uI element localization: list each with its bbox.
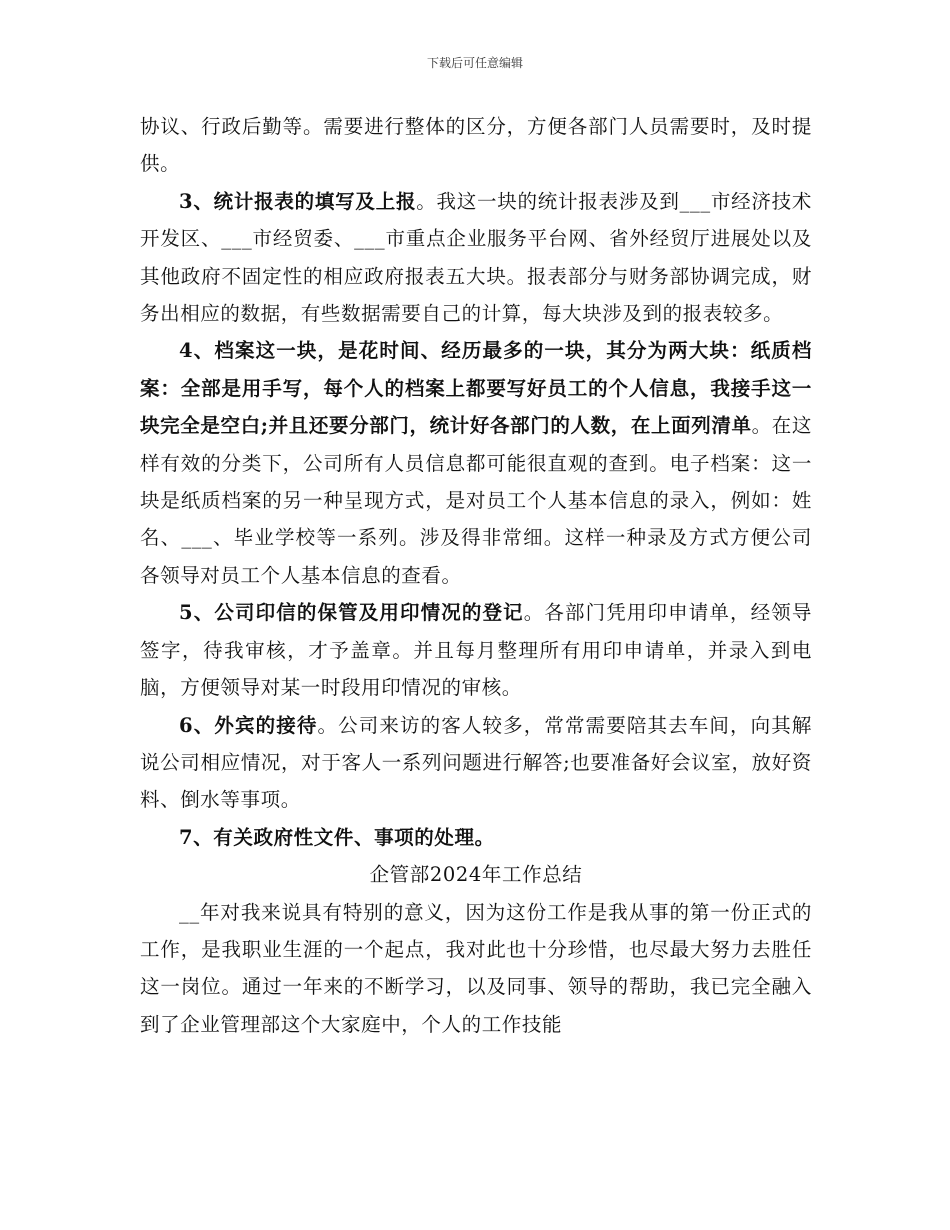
paragraph-continuation: 协议、行政后勤等。需要进行整体的区分，方便各部门人员需要时，及时提供。 bbox=[140, 115, 812, 176]
page-header: 下载后可任意编辑 bbox=[426, 56, 523, 70]
document-body bbox=[140, 108, 812, 1043]
item-5-body: 。各部门凭用印申请单，经领导签字，待我审核，才予盖章。并且每月整理所有用印申请单，并录入到电脑，方便领导对某一时段用印情况的审核。 bbox=[140, 601, 812, 700]
paragraph-item-7 bbox=[140, 819, 812, 856]
paragraph-item-4 bbox=[140, 332, 812, 594]
paragraph-item-3 bbox=[140, 183, 812, 333]
paragraph-item-5 bbox=[140, 594, 812, 706]
item-4-heading: 4、档案这一块，是花时间、经历最多的一块，其分为两大块：纸质档案：全部是用手写，每个人的档案上都要写好员工的个人信息，我接手这一块完全是空白;并且还要分部门，统计好各部门的人数，在上面列清单 bbox=[140, 339, 812, 438]
item-7-heading: 7、有关政府性文件、事项的处理。 bbox=[179, 825, 495, 849]
section-title: 企管部2024年工作总结 bbox=[369, 863, 583, 887]
item-5-heading: 5、公司印信的保管及用印情况的登记 bbox=[179, 601, 524, 625]
item-6-body: 。公司来访的客人较多，常常需要陪其去车间，向其解说公司相应情况，对于客人一系列问题进行解答;也要准备好会议室，放好资料、倒水等事项。 bbox=[140, 713, 812, 812]
item-6-heading: 6、外宾的接待 bbox=[179, 713, 318, 737]
paragraph-item-6 bbox=[140, 707, 812, 819]
item-3-body: 。我这一块的统计报表涉及到___市经济技术开发区、___市经贸委、___市重点企业服务平台网、省外经贸厅进展处以及其他政府不固定性的相应政府报表五大块。报表部分与财务部协调完成，财务出相应的数据，有些数据需要自己的计算，每大块涉及到的报表较多。 bbox=[140, 189, 812, 326]
paragraph-intro: __年对我来说具有特别的意义，因为这份工作是我从事的第一份正式的工作，是我职业生涯的一个起点，我对此也十分珍惜，也尽最大努力去胜任这一岗位。通过一年来的不断学习，以及同事、领导的帮助，我已完全融入到了企业管理部这个大家庭中，个人的工作技能 bbox=[140, 900, 812, 1036]
item-3-heading: 3、统计报表的填写及上报 bbox=[179, 189, 417, 213]
item-4-body: 。在这样有效的分类下，公司所有人员信息都可能很直观的查到。电子档案：这一块是纸质档案的另一种呈现方式，是对员工个人基本信息的录入，例如：姓名、___、毕业学校等一系列。涉及得非常细。这样一种录及方式方便公司各领导对员工个人基本信息的查看。 bbox=[140, 414, 812, 587]
